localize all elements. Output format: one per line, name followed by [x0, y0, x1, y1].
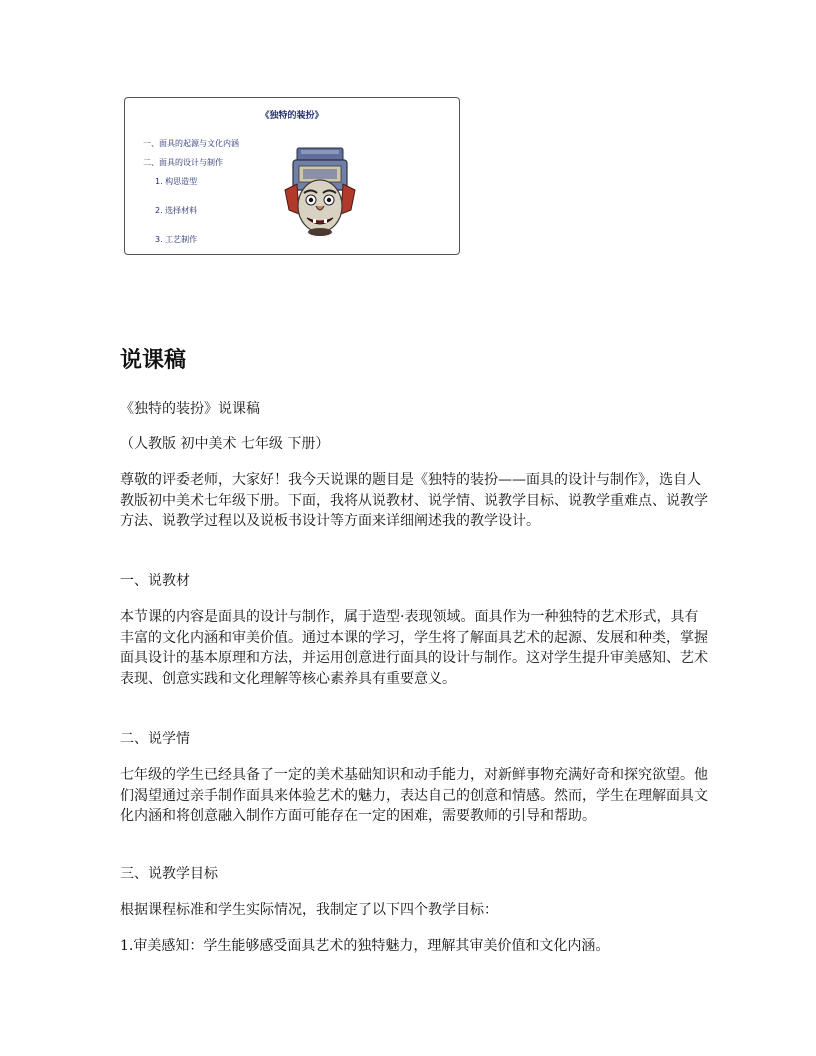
body-paragraph: 根据课程标准和学生实际情况，我制定了以下四个教学目标：: [120, 902, 498, 918]
intro-paragraph: 尊敬的评委老师，大家好！我今天说课的题目是《独特的装扮——面具的设计与制作》，选自人教版初中美术七年级下册。下面，我将从说教材、说学情、说教学目标、说教学重难点、说教学方法、说教学过程以及说板书设计等方面来详细阐述我的教学设计。: [120, 472, 708, 529]
edition-note: （人教版 初中美术 七年级 下册）: [120, 436, 330, 452]
slide-outline-subitem: 1. 构思造型: [155, 177, 198, 186]
slide-outline-subitem: 3. 工艺制作: [155, 235, 198, 244]
section-heading: 二、说学情: [120, 731, 190, 747]
slide-outline-item: 一、面具的起源与文化内涵: [143, 139, 239, 148]
document-heading: 说课稿: [120, 348, 187, 373]
section-heading: 三、说教学目标: [120, 866, 218, 882]
lesson-title: 《独特的装扮》说课稿: [120, 401, 260, 417]
slide-title: 《独特的装扮》: [260, 111, 324, 121]
slide-outline-subitem: 2. 选择材料: [155, 206, 198, 215]
section-heading: 一、说教材: [120, 573, 190, 589]
body-paragraph: 七年级的学生已经具备了一定的美术基础知识和动手能力，对新鲜事物充满好奇和探究欲望。他们渴望通过亲手制作面具来体验艺术的魅力，表达自己的创意和情感。然而，学生在理解面具文化内涵和将创意融入制作方面可能存在一定的困难，需要教师的引导和帮助。: [120, 767, 708, 824]
slide-outline-item: 二、面具的设计与制作: [143, 158, 223, 167]
slide-thumbnail: [124, 97, 460, 255]
list-item: 1.审美感知：学生能够感受面具艺术的独特魅力，理解其审美价值和文化内涵。: [120, 938, 610, 954]
body-paragraph: 本节课的内容是面具的设计与制作，属于造型·表现领域。面具作为一种独特的艺术形式，具有丰富的文化内涵和审美价值。通过本课的学习，学生将了解面具艺术的起源、发展和种类，掌握面具设计的基本原理和方法，并运用创意进行面具的设计与制作。这对学生提升审美感知、艺术表现、创意实践和文化理解等核心素养具有重要意义。: [120, 609, 708, 687]
mask-image: [283, 144, 357, 240]
